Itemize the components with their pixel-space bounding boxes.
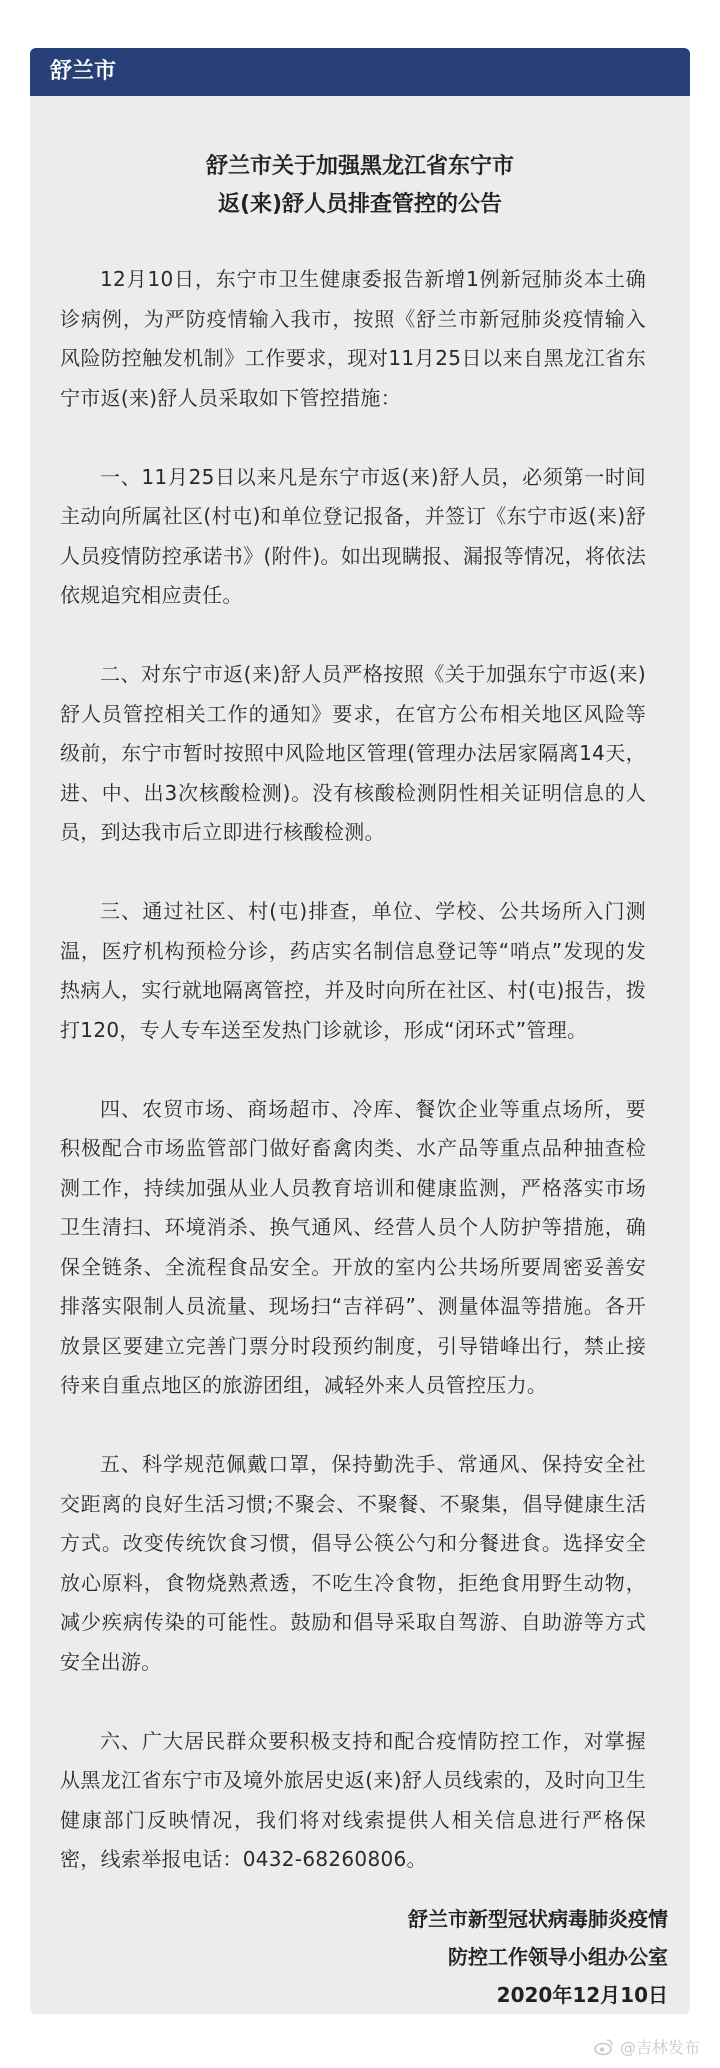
title-line-2: 返(来)舒人员排查管控的公告: [217, 192, 503, 217]
signature-line-1: 舒兰市新型冠状病毒肺炎疫情: [408, 1906, 668, 1931]
measure-paragraph-4: 四、农贸市场、商场超市、冷库、餐饮企业等重点场所，要积极配合市场监管部门做好畜禽肉类、水产品等重点品种抽查检测工作，持续加强从业人员教育培训和健康监测，严格落实市场卫生清扫、环境消杀、换气通风、经营人员个人防护等措施，确保全链条、全流程食品安全。开放的室内公共场所要周密妥善安排落实限制人员流量、现场扫“吉祥码”、测量体温等措施。各开放景区要建立完善门票分时段预约制度，引导错峰出行，禁止接待来自重点地区的旅游团组，减轻外来人员管控压力。: [60, 1096, 646, 1397]
signature-line-2: 防控工作领导小组办公室: [448, 1944, 668, 1969]
notice-body: [30, 260, 690, 1880]
measure-paragraph-3: 三、通过社区、村(屯)排查，单位、学校、公共场所入门测温，医疗机构预检分诊，药店实名制信息登记等“哨点”发现的发热病人，实行就地隔离管控，并及时向所在社区、村(屯)报告，拨打120，专人专车送至发热门诊就诊，形成“闭环式”管理。: [60, 899, 646, 1042]
notice-card: [30, 48, 690, 2014]
notice-title: [30, 148, 690, 224]
notice-date: 2020年12月10日: [496, 1982, 668, 2007]
measure-paragraph-5: 五、科学规范佩戴口罩，保持勤洗手、常通风、保持安全社交距离的良好生活习惯;不聚会、不聚餐、不聚集，倡导健康生活方式。改变传统饮食习惯，倡导公筷公勺和分餐进食。选择安全放心原料，食物烧熟煮透，不吃生冷食物，拒绝食用野生动物，减少疾病传染的可能性。鼓励和倡导采取自驾游、自助游等方式安全出游。: [60, 1452, 646, 1674]
signature-block: [30, 1900, 690, 2014]
intro-paragraph: 12月10日，东宁市卫生健康委报告新增1例新冠肺炎本土确诊病例，为严防疫情输入我市，按照《舒兰市新冠肺炎疫情输入风险防控触发机制》工作要求，现对11月25日以来自黑龙江省东宁市返(来)舒人员采取如下管控措施：: [60, 267, 646, 410]
measure-paragraph-1: 一、11月25日以来凡是东宁市返(来)舒人员，必须第一时间主动向所属社区(村屯)和单位登记报备，并签订《东宁市返(来)舒人员疫情防控承诺书》(附件)。如出现瞒报、漏报等情况，将依法依规追究相应责任。: [60, 464, 646, 607]
weibo-icon: [594, 2037, 614, 2057]
city-header: 舒兰市: [30, 48, 690, 96]
watermark-text: @吉林发布: [619, 2038, 700, 2057]
title-line-1: 舒兰市关于加强黑龙江省东宁市: [205, 154, 514, 179]
measure-paragraph-6: 六、广大居民群众要积极支持和配合疫情防控工作，对掌握从黑龙江省东宁市及境外旅居史返(来)舒人员线索的，及时向卫生健康部门反映情况，我们将对线索提供人相关信息进行严格保密，线索举报电话：0432-68260806。: [60, 1728, 646, 1871]
measure-paragraph-2: 二、对东宁市返(来)舒人员严格按照《关于加强东宁市返(来)舒人员管控相关工作的通知》要求，在官方公布相关地区风险等级前，东宁市暂时按照中风险地区管理(管理办法居家隔离14天，进、中、出3次核酸检测)。没有核酸检测阴性相关证明信息的人员，到达我市后立即进行核酸检测。: [60, 662, 646, 844]
weibo-watermark: [594, 2035, 700, 2058]
